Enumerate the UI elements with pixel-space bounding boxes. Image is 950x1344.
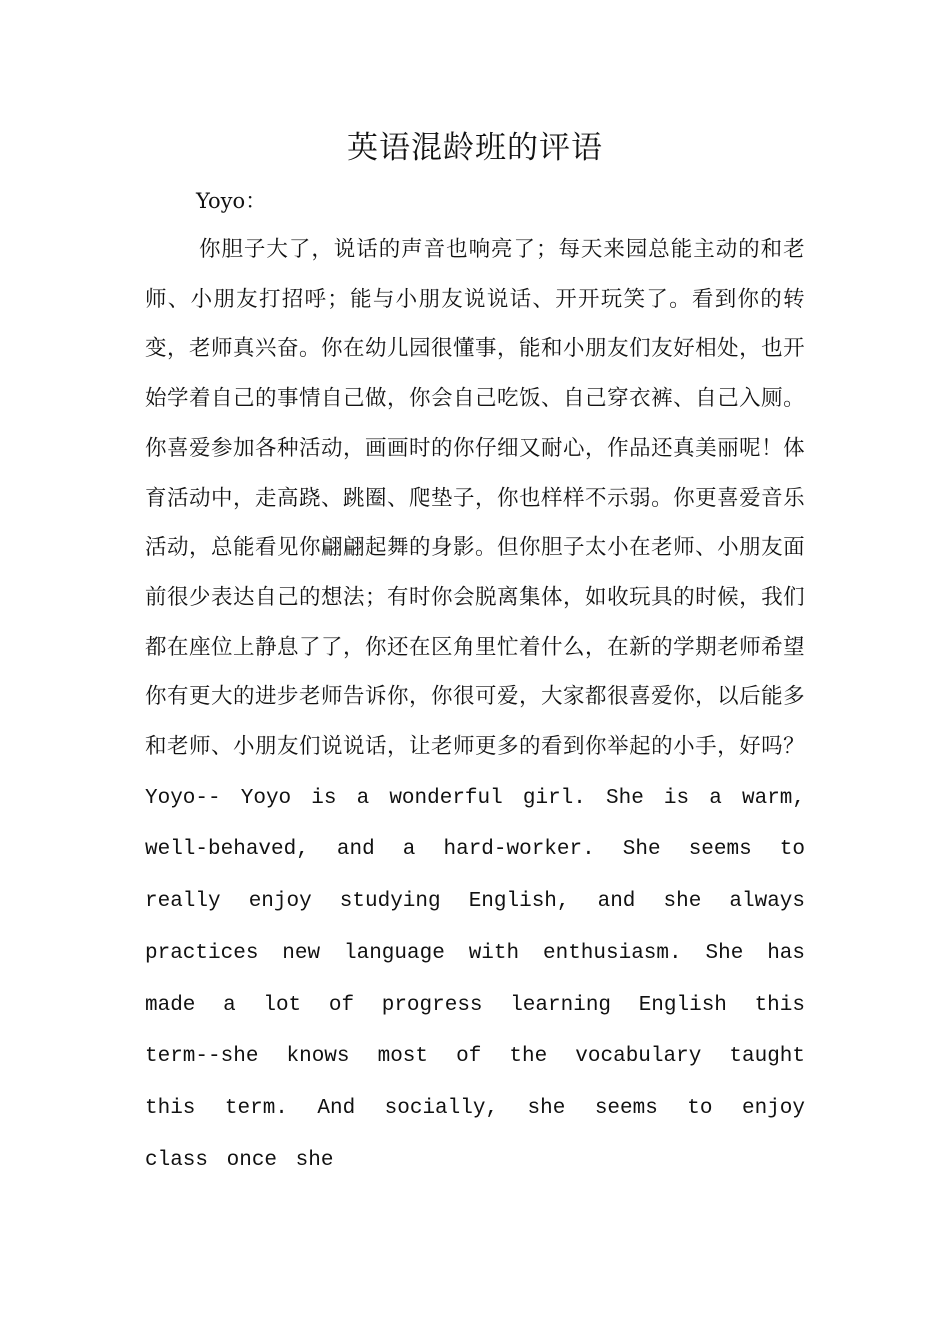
body-english-text: Yoyo-- Yoyo is a wonderful girl. She is a warm, well-behaved, and a hard-worker. She seems to really enjoy studying English, and she always practices new language with enthusiasm. She has made a lot of progress learning English this term--she knows most of the vocabulary taught this term. And socially, she seems to enjoy class once she — [145, 786, 805, 1172]
document-title: 英语混龄班的评语 — [347, 130, 603, 166]
body-paragraph — [145, 225, 805, 1185]
body-chinese-text: 你胆子大了，说话的声音也响亮了；每天来园总能主动的和老师、小朋友打招呼；能与小朋友说说话、开开玩笑了。看到你的转变，老师真兴奋。你在幼儿园很懂事，能和小朋友们友好相处，也开始学着自己的事情自己做，你会自己吃饭、自己穿衣裤、自己入厕。你喜爱参加各种活动，画画时的你仔细又耐心，作品还真美丽呢！体育活动中，走高跷、跳圈、爬垫子，你也样样不示弱。你更喜爱音乐活动，总能看见你翩翩起舞的身影。但你胆子太小在老师、小朋友面前很少表达自己的想法；有时你会脱离集体，如收玩具的时候，我们都在座位上静息了了，你还在区角里忙着什么，在新的学期老师希望你有更大的进步老师告诉你，你很可爱，大家都很喜爱你，以后能多和老师、小朋友们说说话，让老师更多的看到你举起的小手，好吗？ — [145, 237, 805, 760]
salutation: Yoyo： — [196, 189, 267, 213]
